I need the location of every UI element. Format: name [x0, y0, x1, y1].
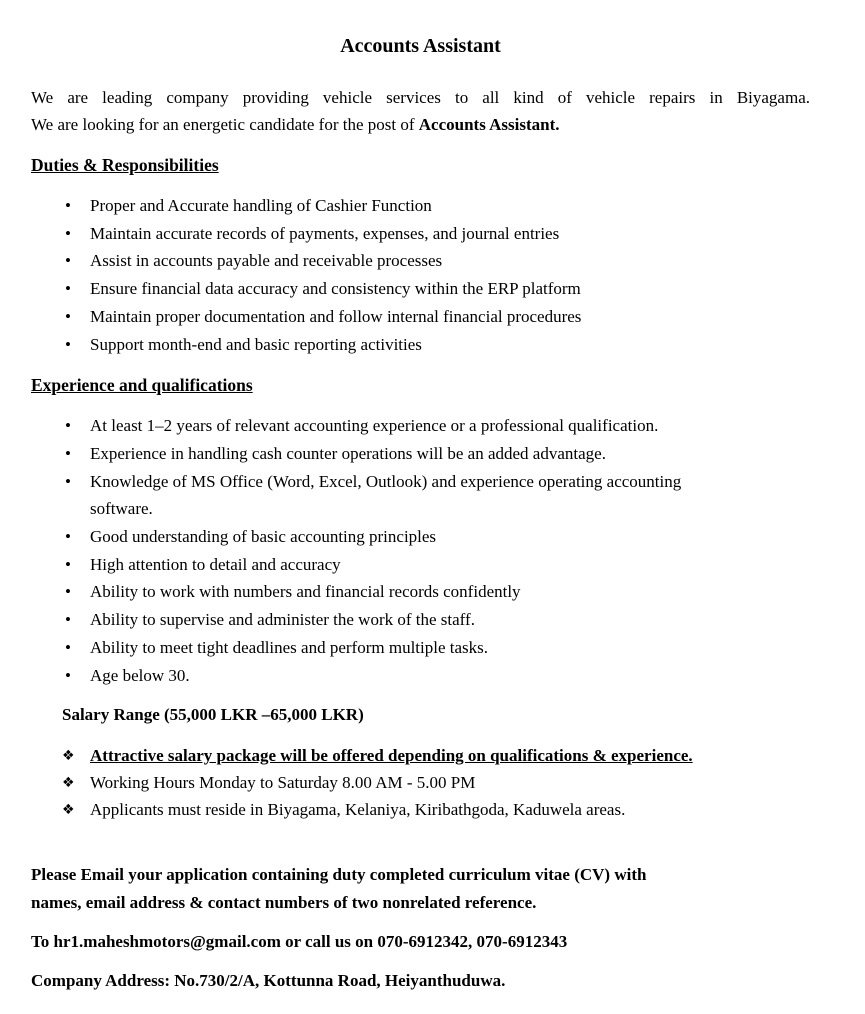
duties-item — [31, 303, 810, 331]
bullet-dot-icon: • — [65, 637, 71, 657]
note-text: Working Hours Monday to Saturday 8.00 AM - 5.00 PM — [90, 773, 476, 793]
experience-item-text: Ability to meet tight deadlines and perform multiple tasks. — [90, 637, 489, 657]
bullet-dot-icon: • — [65, 582, 71, 602]
experience-list — [31, 412, 810, 689]
experience-item — [31, 606, 810, 634]
bullet-dot-icon: • — [65, 471, 71, 491]
experience-item-text: Experience in handling cash counter operations will be an added advantage. — [90, 443, 606, 463]
experience-item-text: Knowledge of MS Office (Word, Excel, Outlook) and experience operating accounting software. — [90, 471, 682, 519]
experience-item — [31, 551, 810, 579]
experience-item — [31, 440, 810, 468]
notes-list — [31, 742, 810, 823]
duties-item — [31, 247, 810, 275]
note-text: Applicants must reside in Biyagama, Kelaniya, Kiribathgoda, Kaduwela areas. — [90, 800, 626, 820]
duties-item-text: Support month-end and basic reporting activities — [90, 334, 422, 354]
bullet-dot-icon: • — [65, 554, 71, 574]
intro-line-2 — [31, 111, 810, 138]
bullet-dot-icon: • — [65, 443, 71, 463]
duties-item-text: Maintain proper documentation and follow internal financial procedures — [90, 306, 582, 326]
intro-line-2-text: We are looking for an energetic candidate for the post of — [31, 115, 419, 134]
experience-item — [31, 412, 810, 440]
duties-item — [31, 220, 810, 248]
intro-line-1: We are leading company providing vehicle services to all kind of vehicle repairs in Biyagama. — [31, 88, 810, 107]
duties-item — [31, 331, 810, 359]
bullet-dot-icon: • — [65, 251, 71, 271]
experience-item — [31, 523, 810, 551]
contact-line: To hr1.maheshmotors@gmail.com or call us on 070-6912342, 070-6912343 — [31, 932, 568, 952]
duties-item — [31, 192, 810, 220]
diamond-bullet-icon: ❖ — [62, 802, 75, 819]
bullet-dot-icon: • — [65, 334, 71, 354]
bullet-dot-icon: • — [65, 527, 71, 547]
bullet-dot-icon: • — [65, 196, 71, 215]
duties-item-text: Maintain accurate records of payments, expenses, and journal entries — [90, 223, 560, 243]
bullet-dot-icon: • — [65, 306, 71, 326]
experience-item — [31, 578, 810, 606]
bullet-dot-icon: • — [65, 279, 71, 299]
bullet-dot-icon: • — [65, 223, 71, 243]
duties-item-text: Proper and Accurate handling of Cashier Function — [90, 196, 432, 215]
experience-item-text: Good understanding of basic accounting principles — [90, 527, 437, 547]
duties-item-text: Assist in accounts payable and receivable processes — [90, 251, 443, 271]
duties-list — [31, 192, 810, 358]
intro-paragraph — [31, 84, 810, 138]
note-working-hours — [31, 769, 810, 796]
experience-heading: Experience and qualifications — [31, 375, 253, 396]
duties-heading: Duties & Responsibilities — [31, 155, 219, 175]
salary-range: Salary Range (55,000 LKR –65,000 LKR) — [62, 705, 364, 725]
experience-item — [31, 634, 810, 662]
experience-item-text: Ability to supervise and administer the work of the staff. — [90, 610, 475, 630]
duties-item — [31, 275, 810, 303]
diamond-bullet-icon: ❖ — [62, 775, 75, 792]
experience-item-text: Age below 30. — [90, 665, 190, 685]
experience-item-text: High attention to detail and accuracy — [90, 554, 341, 574]
experience-item-text: At least 1–2 years of relevant accounting experience or a professional qualification. — [90, 416, 659, 436]
bullet-dot-icon: • — [65, 416, 71, 436]
page-title: Accounts Assistant — [340, 35, 501, 57]
bullet-dot-icon: • — [65, 665, 71, 685]
experience-item — [31, 662, 810, 690]
note-salary-package — [31, 742, 810, 769]
intro-line-2-bold: Accounts Assistant. — [418, 115, 560, 134]
experience-item — [31, 468, 810, 523]
note-residence — [31, 796, 810, 823]
diamond-bullet-icon: ❖ — [62, 748, 75, 765]
application-instructions: Please Email your application containing duty completed curriculum vitae (CV) with names, email address & contact numbers of two nonrelated reference. — [31, 865, 647, 912]
company-address: Company Address: No.730/2/A, Kottunna Road, Heiyanthuduwa. — [31, 970, 506, 990]
duties-item-text: Ensure financial data accuracy and consistency within the ERP platform — [90, 279, 581, 299]
note-text: Attractive salary package will be offered depending on qualifications & experience. — [90, 746, 693, 766]
bullet-dot-icon: • — [65, 610, 71, 630]
experience-item-text: Ability to work with numbers and financial records confidently — [90, 582, 521, 602]
